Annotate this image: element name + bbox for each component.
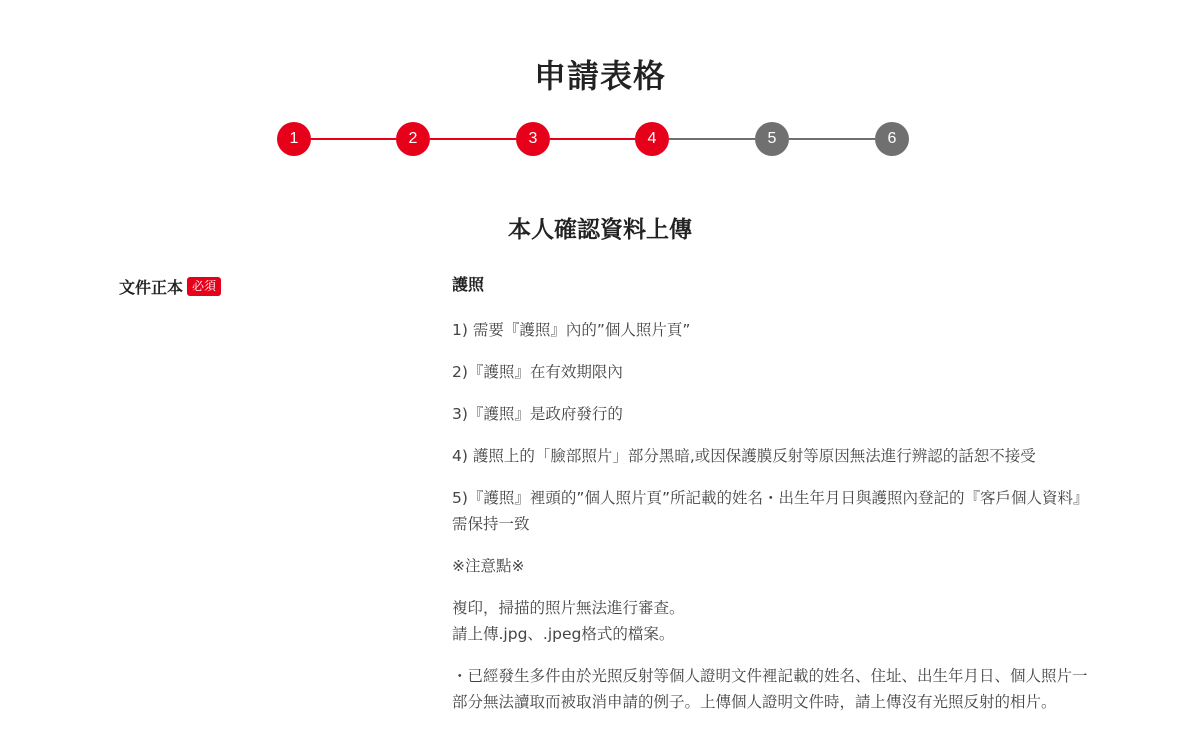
field-label	[119, 275, 221, 298]
step-connector-2	[430, 138, 516, 140]
step-4: 4	[635, 122, 669, 156]
step-2: 2	[396, 122, 430, 156]
progress-stepper	[277, 122, 909, 156]
document-title: 護照	[452, 275, 485, 294]
step-connector-5	[789, 138, 875, 140]
step-connector-4	[669, 138, 755, 140]
required-badge: 必須	[187, 277, 221, 296]
requirement-1: 1) 需要『護照』內的”個人照片頁”	[452, 321, 691, 339]
requirement-5: 5)『護照』裡頭的”個人照片頁”所記載的姓名・出生年月日與護照內登記的『客戶個人資料』需保持一致	[452, 489, 1089, 533]
requirement-3: 3)『護照』是政府發行的	[452, 405, 623, 423]
field-label-text: 文件正本	[119, 278, 184, 297]
section-title: 本人確認資料上傳	[508, 217, 692, 244]
page-title: 申請表格	[533, 57, 666, 96]
step-6: 6	[875, 122, 909, 156]
step-3: 3	[516, 122, 550, 156]
requirement-4: 4) 護照上的「臉部照片」部分黑暗,或因保護膜反射等原因無法進行辨認的話恕不接受	[452, 447, 1036, 465]
notice-heading: ※注意點※	[452, 557, 525, 575]
document-instructions	[452, 275, 1092, 731]
step-connector-1	[311, 138, 396, 140]
step-connector-3	[550, 138, 635, 140]
requirement-2: 2)『護照』在有效期限內	[452, 363, 623, 381]
step-5: 5	[755, 122, 789, 156]
warning-text: ・已經發生多件由於光照反射等個人證明文件裡記載的姓名、住址、出生年月日、個人照片一部分無法讀取而被取消申請的例子。上傳個人證明文件時，請上傳沒有光照反射的相片。	[452, 667, 1088, 711]
step-1: 1	[277, 122, 311, 156]
notice-line-1: 複印，掃描的照片無法進行審查。	[452, 599, 685, 617]
notice-text	[452, 595, 1092, 647]
notice-line-2: 請上傳.jpg、.jpeg格式的檔案。	[452, 625, 675, 643]
